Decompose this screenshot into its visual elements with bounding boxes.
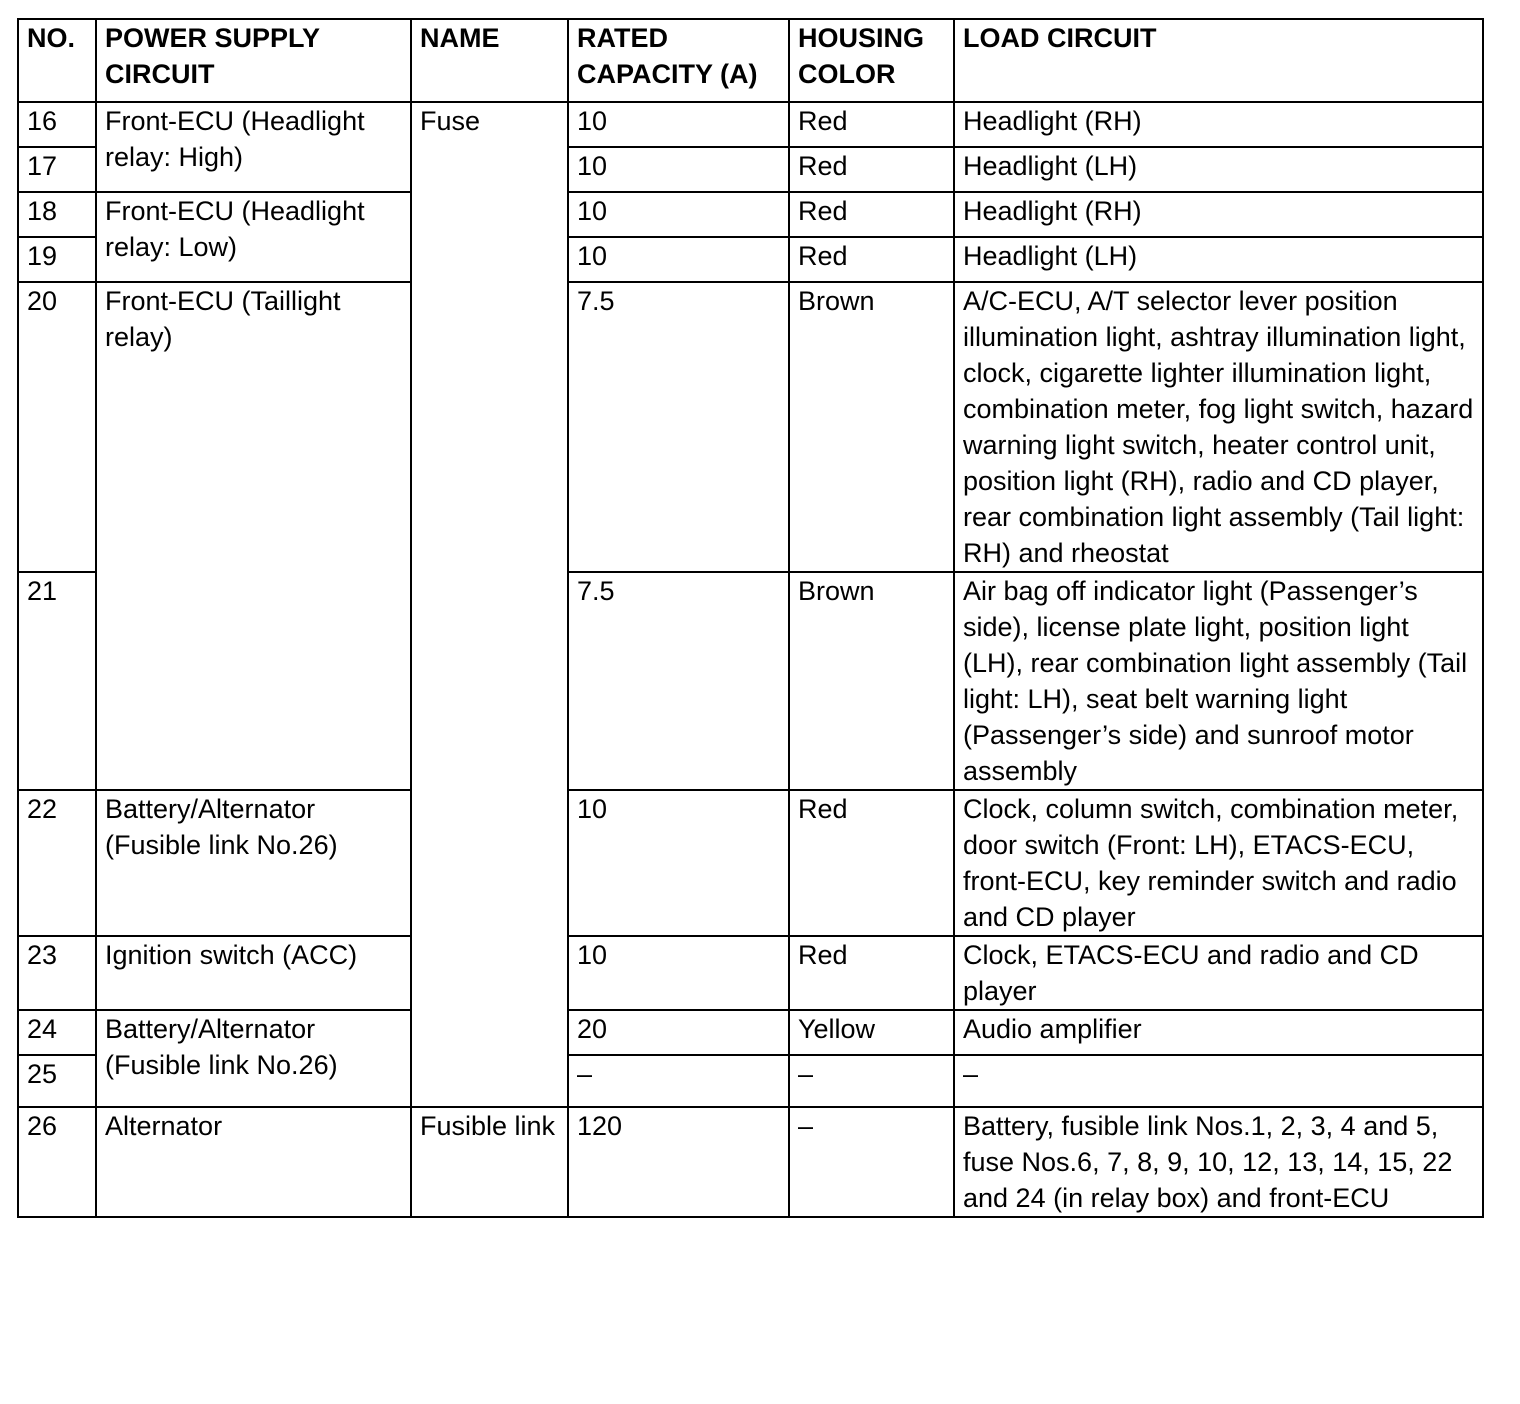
cell-load: Headlight (RH) <box>954 192 1483 237</box>
cell-load: Clock, column switch, combination meter, door switch (Front: LH), ETACS-ECU, front-ECU, key reminder switch and radio and CD player <box>954 790 1483 936</box>
table-row <box>18 1010 1483 1055</box>
cell-no: 21 <box>18 572 96 790</box>
table-row <box>18 1107 1483 1217</box>
cell-no: 17 <box>18 147 96 192</box>
cell-power-supply: Front-ECU (Headlight relay: High) <box>96 102 411 192</box>
cell-load: Headlight (LH) <box>954 147 1483 192</box>
cell-capacity: 10 <box>568 790 789 936</box>
cell-load: Clock, ETACS-ECU and radio and CD player <box>954 936 1483 1010</box>
cell-color: Red <box>789 790 954 936</box>
cell-color: Red <box>789 192 954 237</box>
cell-no: 18 <box>18 192 96 237</box>
cell-color: – <box>789 1107 954 1217</box>
cell-no: 23 <box>18 936 96 1010</box>
cell-color: Red <box>789 237 954 282</box>
cell-load: Headlight (RH) <box>954 102 1483 147</box>
cell-load: Audio amplifier <box>954 1010 1483 1055</box>
cell-capacity: 10 <box>568 102 789 147</box>
cell-no: 25 <box>18 1055 96 1107</box>
cell-capacity: 10 <box>568 147 789 192</box>
cell-color: Brown <box>789 282 954 572</box>
table-row <box>18 936 1483 1010</box>
cell-load: – <box>954 1055 1483 1107</box>
cell-capacity: 7.5 <box>568 572 789 790</box>
cell-no: 16 <box>18 102 96 147</box>
fuse-specification-table <box>17 18 1484 1218</box>
cell-no: 22 <box>18 790 96 936</box>
cell-color: Red <box>789 102 954 147</box>
header-rated-capacity: RATED CAPACITY (A) <box>568 19 789 102</box>
table-row <box>18 282 1483 572</box>
table-header-row <box>18 19 1483 102</box>
cell-power-supply: Battery/Alternator (Fusible link No.26) <box>96 1010 411 1107</box>
header-no: NO. <box>18 19 96 102</box>
cell-load: A/C-ECU, A/T selector lever position illumination light, ashtray illumination light, clock, cigarette lighter illumination light, combination meter, fog light switch, hazard warning light switch, heater control unit, position light (RH), radio and CD player, rear combination light assembly (Tail light: RH) and rheostat <box>954 282 1483 572</box>
header-power-supply-circuit: POWER SUPPLY CIRCUIT <box>96 19 411 102</box>
cell-no: 26 <box>18 1107 96 1217</box>
cell-power-supply: Battery/Alternator (Fusible link No.26) <box>96 790 411 936</box>
cell-power-supply: Ignition switch (ACC) <box>96 936 411 1010</box>
cell-color: Red <box>789 147 954 192</box>
cell-capacity: – <box>568 1055 789 1107</box>
cell-load: Headlight (LH) <box>954 237 1483 282</box>
cell-capacity: 10 <box>568 192 789 237</box>
cell-capacity: 10 <box>568 936 789 1010</box>
cell-color: Yellow <box>789 1010 954 1055</box>
cell-no: 19 <box>18 237 96 282</box>
header-name: NAME <box>411 19 568 102</box>
cell-capacity: 120 <box>568 1107 789 1217</box>
cell-name: Fuse <box>411 102 568 1107</box>
cell-load: Air bag off indicator light (Passenger’s side), license plate light, position light (LH), rear combination light assembly (Tail light: LH), seat belt warning light (Passenger’s side) and sunroof motor assembly <box>954 572 1483 790</box>
header-housing-color: HOUSING COLOR <box>789 19 954 102</box>
cell-no: 20 <box>18 282 96 572</box>
table-row <box>18 192 1483 237</box>
header-load-circuit: LOAD CIRCUIT <box>954 19 1483 102</box>
cell-color: Brown <box>789 572 954 790</box>
cell-load: Battery, fusible link Nos.1, 2, 3, 4 and 5, fuse Nos.6, 7, 8, 9, 10, 12, 13, 14, 15, 22 and 24 (in relay box) and front-ECU <box>954 1107 1483 1217</box>
cell-power-supply: Alternator <box>96 1107 411 1217</box>
cell-color: Red <box>789 936 954 1010</box>
cell-no: 24 <box>18 1010 96 1055</box>
cell-capacity: 10 <box>568 237 789 282</box>
table-row <box>18 790 1483 936</box>
cell-color: – <box>789 1055 954 1107</box>
cell-power-supply: Front-ECU (Headlight relay: Low) <box>96 192 411 282</box>
table-row <box>18 102 1483 147</box>
cell-capacity: 20 <box>568 1010 789 1055</box>
cell-capacity: 7.5 <box>568 282 789 572</box>
cell-name: Fusible link <box>411 1107 568 1217</box>
cell-power-supply: Front-ECU (Taillight relay) <box>96 282 411 790</box>
